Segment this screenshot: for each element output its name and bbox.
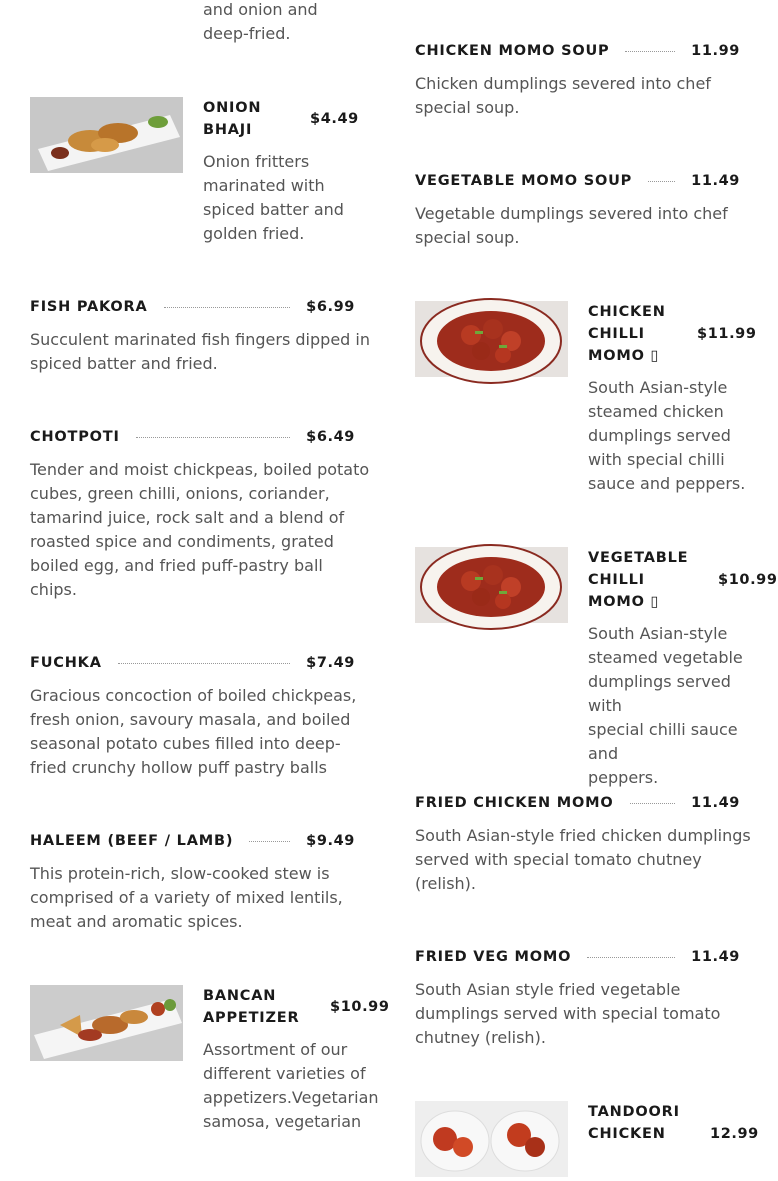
fuchka-header <box>30 652 355 674</box>
fuchka-description: Gracious concoction of boiled chickpeas, fresh onion, savoury masala, and boiled seasonal potato cubes filled into deep- fried crunchy hollow puff pastry balls <box>30 686 357 777</box>
fish-pakora-header <box>30 296 355 318</box>
chotpoti-price: $6.49 <box>306 429 355 445</box>
chicken-chilli-momo-price: $11.99 <box>697 326 757 342</box>
fried-chicken-momo-header <box>415 792 740 814</box>
haleem-price: $9.49 <box>306 833 355 849</box>
onion-bhaji-description: Onion fritters marinated with spiced batter and golden fried. <box>203 152 344 243</box>
haleem-description: This protein-rich, slow-cooked stew is comprised of a variety of mixed lentils, meat and aromatic spices. <box>30 864 343 931</box>
vegetable-chilli-momo-name: VEGETABLE CHILLI MOMO ▯ <box>588 550 689 610</box>
chotpoti-name: CHOTPOTI <box>30 429 120 445</box>
fish-pakora-description: Succulent marinated fish fingers dipped in spiced batter and fried. <box>30 330 370 373</box>
onion-bhaji-name: ONION BHAJI <box>203 100 262 138</box>
vegetable-chilli-momo-price: $10.99 <box>718 572 778 588</box>
tandoori-chicken-price: 12.99 <box>710 1126 759 1142</box>
chicken-momo-soup-description: Chicken dumplings severed into chef special soup. <box>415 74 711 117</box>
vegetable-momo-soup-description: Vegetable dumplings severed into chef special soup. <box>415 204 728 247</box>
chicken-momo-soup-price: 11.99 <box>691 43 740 59</box>
fried-veg-momo-description: South Asian style fried vegetable dumplings served with special tomato chutney (relish). <box>415 980 721 1047</box>
tandoori-chicken-name: TANDOORI CHICKEN <box>588 1104 680 1142</box>
dotted-leader <box>164 307 291 308</box>
fried-veg-momo-name: FRIED VEG MOMO <box>415 949 572 965</box>
vegetable-momo-soup-header <box>415 170 740 192</box>
onion-bhaji-photo[interactable] <box>30 97 183 173</box>
chicken-momo-soup-name: CHICKEN MOMO SOUP <box>415 43 610 59</box>
vegetable-chilli-momo-description: South Asian-style steamed vegetable dumplings served with special chilli sauce and peppers. <box>588 624 743 787</box>
dotted-leader <box>136 437 290 438</box>
bancan-appetizer-photo[interactable] <box>30 985 183 1061</box>
chotpoti-description: Tender and moist chickpeas, boiled potato cubes, green chilli, onions, coriander, tamarind juice, rock salt and a blend of roasted spice and condiments, grated boiled egg, and fried puff-pastry ball chips. <box>30 460 370 599</box>
fried-veg-momo-price: 11.49 <box>691 949 740 965</box>
item-description-fragment: and onion and deep-fried. <box>203 0 318 43</box>
dotted-leader <box>625 51 675 52</box>
fuchka-name: FUCHKA <box>30 655 102 671</box>
chicken-chilli-momo-description: South Asian-style steamed chicken dumplings served with special chilli sauce and peppers. <box>588 378 746 493</box>
tandoori-chicken-photo[interactable] <box>415 1101 568 1177</box>
vegetable-momo-soup-price: 11.49 <box>691 173 740 189</box>
chilli-momo-photo[interactable] <box>415 301 568 377</box>
chotpoti-header <box>30 426 355 448</box>
dotted-leader <box>118 663 290 664</box>
haleem-header <box>30 830 355 852</box>
chicken-momo-soup-header <box>415 40 740 62</box>
dotted-leader <box>630 803 676 804</box>
dotted-leader <box>587 957 675 958</box>
fish-pakora-price: $6.99 <box>306 299 355 315</box>
dotted-leader <box>648 181 675 182</box>
fried-veg-momo-header <box>415 946 740 968</box>
fried-chicken-momo-description: South Asian-style fried chicken dumplings served with special tomato chutney (relish). <box>415 826 751 893</box>
bancan-appetizer-name: BANCAN APPETIZER <box>203 988 300 1026</box>
fried-chicken-momo-price: 11.49 <box>691 795 740 811</box>
chicken-chilli-momo-name: CHICKEN CHILLI MOMO ▯ <box>588 304 666 364</box>
dotted-leader <box>249 841 290 842</box>
vegetable-momo-soup-name: VEGETABLE MOMO SOUP <box>415 173 633 189</box>
fish-pakora-name: FISH PAKORA <box>30 299 148 315</box>
haleem-name: HALEEM (BEEF / LAMB) <box>30 833 234 849</box>
bancan-appetizer-price: $10.99 <box>330 999 390 1015</box>
fuchka-price: $7.49 <box>306 655 355 671</box>
bancan-appetizer-description: Assortment of our different varieties of appetizers.Vegetarian samosa, vegetarian <box>203 1040 379 1131</box>
fried-chicken-momo-name: FRIED CHICKEN MOMO <box>415 795 614 811</box>
onion-bhaji-price: $4.49 <box>310 111 359 127</box>
veg-chilli-momo-photo[interactable] <box>415 547 568 623</box>
